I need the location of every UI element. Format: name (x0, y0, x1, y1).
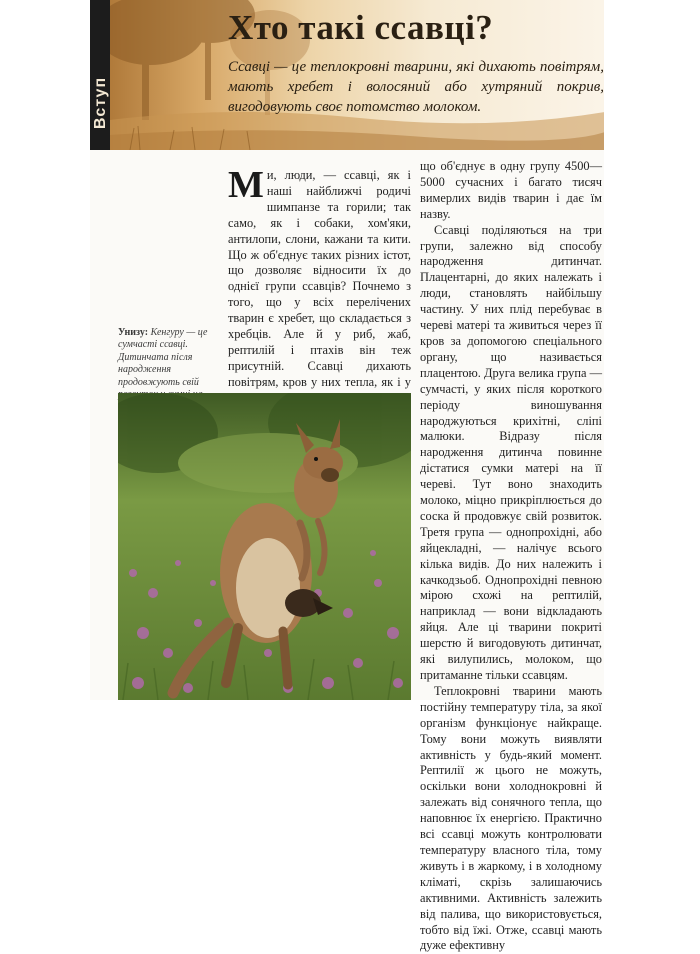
text-column-right (420, 159, 602, 954)
section-tab-label: Вступ (92, 76, 109, 130)
paragraph: и, люди, — ссавці, як і наші найближчі родичі шимпанзе та горили; так само, як і собаки, хом'яки, антилопи, слони, кажани та кити. Що ж об'єднує таких різних істот, що дозволяє відносити їх до однієї групи ссавців? Почнемо з того, що у всіх перелічених тварин є хребет, що складається з хребців. Але й у риб, жаб, рептилій і птахів він теж присутній. Ссавці дихають повітрям, кров у них тепла, як і у (228, 168, 411, 389)
paragraph: що об'єднує в одну групу 4500—5000 сучасних і багато тисяч вимерлих видів тварин і дає їм назву. (420, 159, 602, 221)
drop-cap: М (228, 164, 264, 206)
page-margin (604, 0, 700, 700)
caption-text: Кенгуру — це сумчасті ссавці. Дитинчата після народження продовжують свій (118, 327, 208, 388)
intro-paragraph: Ссавці — це теплокровні тварини, які дихають повітрям, мають хребет і волосяний або хутряний покрив, вигодовують своє потомство молоком. (228, 59, 604, 115)
paragraph: Ссавці поділяються на три групи, залежно від способу народження дитинчат. Плацентарні, до яких належать і люди, становлять найбільшу частину. У них плід перебуває в череві матері та живиться через її кров за допомогою спеціального органу, що називається плацентою. Друга велика група — сумчасті, у яких після короткого періоду виношування народжуються крихітні, сліпі малюки. Відразу після народження дитинча повинне дістатися сумки матері на її череві. Тут воно знаходить молоко, міцно прикріплюється до соска й продовжує свій розвиток. Третя група — однопрохідні, або яйцекладні, — налічує всього кілька видів. До них належить і качкодзьоб. Однопрохідні певною мірою схожі на рептилій, наприклад — вони відкладають яйця. Але ці тварини покриті шерстю й вигодовують дитинчат, які вилупились, молоком, що притаманне тільки ссавцям. (420, 222, 602, 682)
kangaroo-photo (118, 393, 411, 700)
caption-label: Унизу: (118, 327, 149, 338)
paragraph: Теплокровні тварини мають постійну температуру тіла, за якої організм функціонує найкраще. Тому вони можуть виявляти активність у будь-який момент. Рептилії ж цього не можуть, оскільки вони холоднокровні й залежать від сонячного тепла, що наповнює їх енергією. Практично всі ссавці можуть контролювати температуру власного тіла, тому живуть і в жаркому, і в холодному кліматі, скрізь залишаючись активними. Активність залежить від палива, що використовується, тобто від їжі. Отже, ссавці мають дуже ефективну (420, 683, 602, 953)
page-title: Хто такі ссавці? (228, 8, 494, 47)
